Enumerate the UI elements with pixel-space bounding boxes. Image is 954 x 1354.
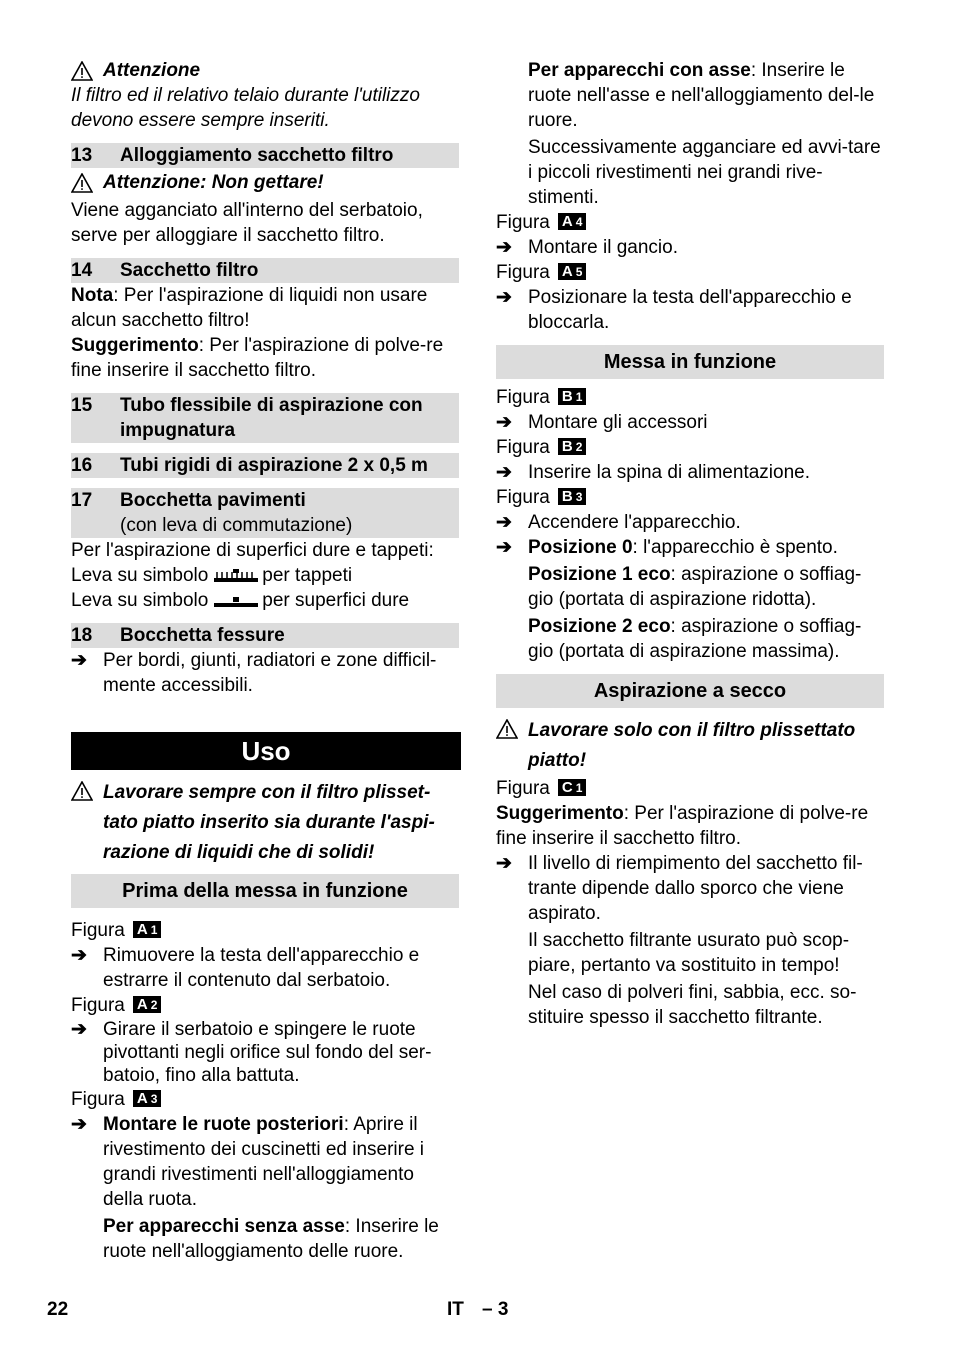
page-number: 22 xyxy=(47,1299,69,1320)
section-title: Alloggiamento sacchetto filtro xyxy=(120,145,394,166)
step-spina: ➔ Inserire la spina di alimentazione. xyxy=(496,462,810,483)
arrow-right-icon: ➔ xyxy=(71,945,87,966)
figure-ref-b2: Figura B 2 xyxy=(496,435,884,460)
warning-triangle-icon xyxy=(71,61,93,81)
footer-subpage: – 3 xyxy=(482,1299,509,1320)
lever-hard-floor-line: Leva su simbolo per superfici dure xyxy=(71,590,410,611)
step-gancio: ➔ Montare il gancio. xyxy=(496,237,678,258)
section-title: Bocchetta fessure xyxy=(120,625,285,646)
warning-text: Il filtro ed il relativo telaio durante l'utilizzo devono essere sempre inseriti. xyxy=(71,85,420,131)
warning-title: Attenzione: Non gettare! xyxy=(103,172,324,193)
figure-ref-b3: Figura B 3 xyxy=(496,485,884,510)
section-number: 17 xyxy=(71,490,93,511)
figure-ref-a1: Figura A 1 xyxy=(71,918,459,943)
left-column xyxy=(71,58,459,1264)
arrow-right-icon: ➔ xyxy=(496,462,512,483)
arrow-right-icon: ➔ xyxy=(71,1114,87,1135)
section-16-header xyxy=(71,453,459,478)
section-title: Tubo flessibile di aspirazione con impugnatura xyxy=(120,395,423,441)
figure-badge: B 2 xyxy=(558,438,587,455)
warning-non-gettare xyxy=(71,170,459,195)
figure-ref-c1: Figura C 1 xyxy=(496,776,884,801)
arrow-right-icon: ➔ xyxy=(496,512,512,533)
warning-triangle-icon xyxy=(71,173,93,193)
figure-badge: C 1 xyxy=(558,779,587,796)
step-girare: ➔ Girare il serbatoio e spingere le ruote pivottanti negli orifice sul fondo del ser-batoio, fino alla battuta. xyxy=(71,1019,432,1086)
section-13-header xyxy=(71,143,459,168)
warning-triangle-icon xyxy=(496,719,518,739)
warning-title: Attenzione xyxy=(103,60,201,81)
successivamente-paragraph: Successivamente agganciare ed avvi-tare i piccoli rivestimenti nei grandi rive-stimenti. xyxy=(528,137,881,208)
figure-badge: A 1 xyxy=(133,921,162,938)
warning-attenzione xyxy=(71,58,459,83)
section-15-header xyxy=(71,393,459,443)
usato-paragraph: Il sacchetto filtrante usurato può scop-piare, pertanto va sostituito in tempo! xyxy=(528,930,850,976)
messa-in-funzione-heading: Messa in funzione xyxy=(496,345,884,379)
section-13-text: Viene agganciato all'interno del serbatoio, serve per alloggiare il sacchetto filtro. xyxy=(71,200,423,246)
uso-warning: Lavorare sempre con il filtro plisset-tato piatto inserito sia durante l'aspi-razione di liquidi che di solidi! xyxy=(71,778,459,868)
section-17-text: Per l'aspirazione di superfici dure e tappeti: xyxy=(71,540,434,561)
figure-badge: B 3 xyxy=(558,488,587,505)
figure-badge: A 5 xyxy=(558,263,587,280)
step-accendere: ➔ Accendere l'apparecchio. xyxy=(496,512,741,533)
secco-warning: Lavorare solo con il filtro plissettato piatto! xyxy=(496,716,884,776)
figure-ref-a2: Figura A 2 xyxy=(71,993,459,1018)
nota-label: Nota xyxy=(71,285,114,306)
section-number: 13 xyxy=(71,145,93,166)
suggerimento-paragraph: Suggerimento: Per l'aspirazione di polve-re fine inserire il sacchetto filtro. xyxy=(496,803,869,849)
section-number: 16 xyxy=(71,455,93,476)
section-18-step: ➔ Per bordi, giunti, radiatori e zone difficil-mente accessibili. xyxy=(71,650,437,696)
figure-badge: A 4 xyxy=(558,213,587,230)
right-column xyxy=(496,58,884,1030)
lever-carpet-line: Leva su simbolo per tappeti xyxy=(71,565,353,586)
senza-asse-paragraph: Per apparecchi senza asse: Inserire le ruote nell'alloggiamento delle ruore. xyxy=(103,1216,439,1262)
figure-ref-a5: Figura A 5 xyxy=(496,260,884,285)
section-18-header xyxy=(71,623,459,648)
suggerimento-paragraph xyxy=(71,333,459,383)
figure-badge: B 1 xyxy=(558,388,587,405)
figure-badge: A 3 xyxy=(133,1090,162,1107)
uso-heading: Uso xyxy=(71,732,461,770)
warning-triangle-icon xyxy=(71,781,93,801)
polveri-paragraph: Nel caso di polveri fini, sabbia, ecc. so-stituire spesso il sacchetto filtrante. xyxy=(528,982,857,1028)
arrow-right-icon: ➔ xyxy=(71,650,87,671)
carpet-symbol-icon xyxy=(214,569,258,583)
figure-ref-b1: Figura B 1 xyxy=(496,385,884,410)
figure-ref-a3: Figura A 3 xyxy=(71,1087,459,1112)
figure-ref-a4: Figura A 4 xyxy=(496,210,884,235)
step-accessori: ➔ Montare gli accessori xyxy=(496,412,708,433)
step-posizione-0: ➔ Posizione 0: l'apparecchio è spento. xyxy=(496,537,838,558)
step-livello: ➔ Il livello di riempimento del sacchetto fil-trante dipende dallo sporco che viene aspirato. xyxy=(496,853,863,924)
figure-badge: A 2 xyxy=(133,996,162,1013)
prima-heading: Prima della messa in funzione xyxy=(71,874,459,908)
footer-language: IT xyxy=(447,1299,464,1320)
posizione-2-paragraph: Posizione 2 eco: aspirazione o soffiag-gio (portata di aspirazione massima). xyxy=(528,616,862,662)
suggerimento-label: Suggerimento xyxy=(71,335,199,356)
arrow-right-icon: ➔ xyxy=(496,412,512,433)
suggerimento-text: : Per l'aspirazione di polve-re fine inserire il sacchetto filtro. xyxy=(71,335,444,381)
arrow-right-icon: ➔ xyxy=(496,287,512,308)
con-asse-paragraph: Per apparecchi con asse: Inserire le ruote nell'asse e nell'alloggiamento del-le ruore. xyxy=(528,60,875,131)
step-rimuovere: ➔ Rimuovere la testa dell'apparecchio e estrarre il contenuto dal serbatoio. xyxy=(71,945,420,991)
section-title: Tubi rigidi di aspirazione 2 x 0,5 m xyxy=(120,455,428,476)
nota-text: : Per l'aspirazione di liquidi non usare alcun sacchetto filtro! xyxy=(71,285,428,331)
section-number: 18 xyxy=(71,625,93,646)
arrow-right-icon: ➔ xyxy=(496,237,512,258)
section-title: Bocchetta pavimenti xyxy=(120,490,306,511)
step-ruote-posteriori: ➔ Montare le ruote posteriori: Aprire il rivestimento dei cuscinetti ed inserire i grandi rivestimenti nell'alloggiamento della ruota. xyxy=(71,1114,425,1210)
aspirazione-secco-heading: Aspirazione a secco xyxy=(496,674,884,708)
nota-paragraph xyxy=(71,283,459,333)
arrow-right-icon: ➔ xyxy=(496,537,512,558)
section-14-header xyxy=(71,258,459,283)
section-title: Sacchetto filtro xyxy=(120,260,259,281)
hard-floor-symbol-icon xyxy=(214,594,258,608)
section-number: 15 xyxy=(71,395,93,416)
posizione-1-paragraph: Posizione 1 eco: aspirazione o soffiag-gio (portata di aspirazione ridotta). xyxy=(528,564,862,610)
step-testa: ➔ Posizionare la testa dell'apparecchio e bloccarla. xyxy=(496,287,852,333)
arrow-right-icon: ➔ xyxy=(71,1019,87,1040)
section-17-header xyxy=(71,488,459,538)
arrow-right-icon: ➔ xyxy=(496,853,512,874)
section-subtitle: (con leva di commutazione) xyxy=(120,515,353,536)
section-number: 14 xyxy=(71,260,93,281)
